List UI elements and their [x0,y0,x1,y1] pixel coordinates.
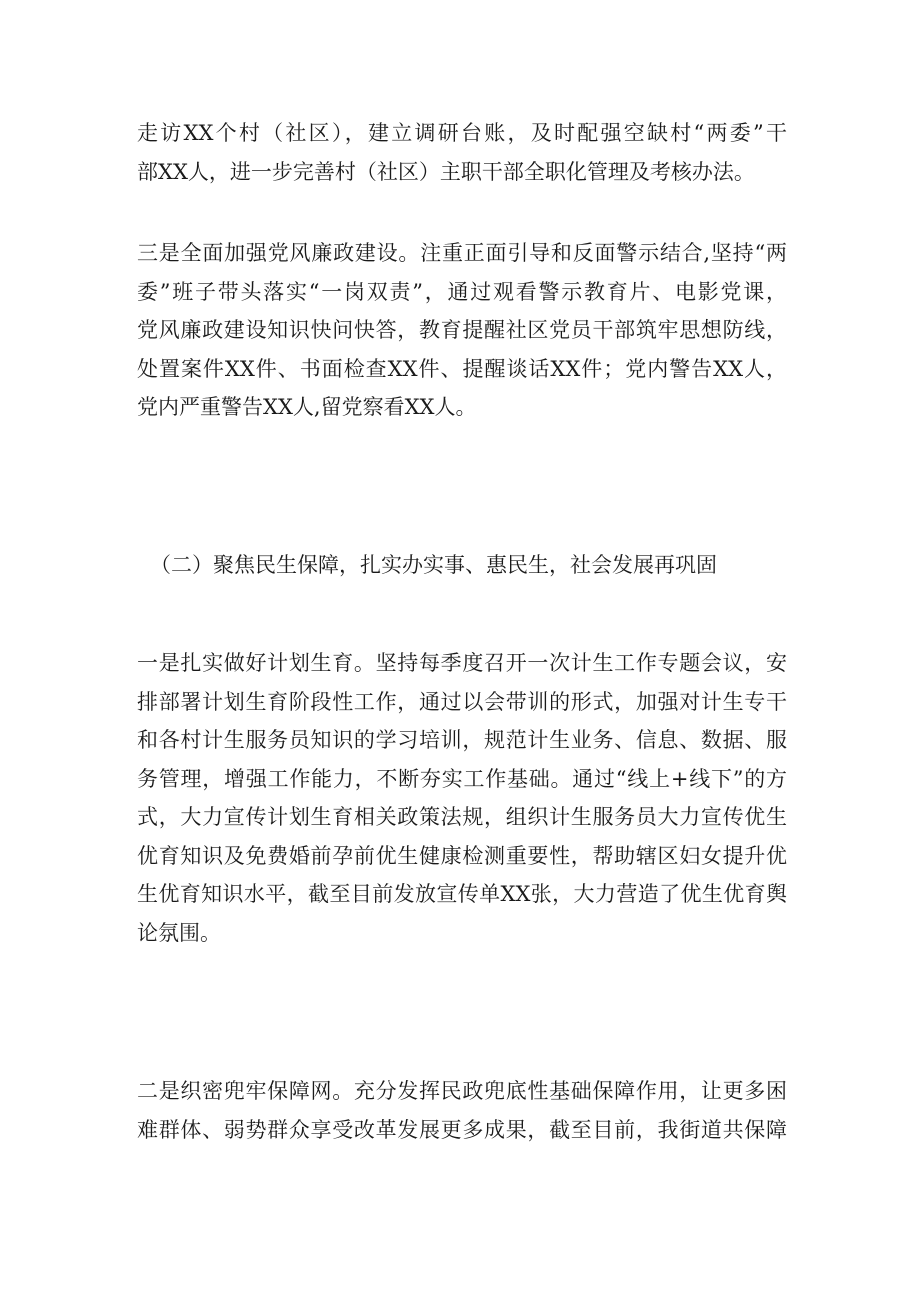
text-line: 党内严重警告XX人,留党察看XX人。 [137,395,477,419]
text-line: 走访XX个村（社区），建立调研台账，及时配强空缺村“两委”干 [137,121,787,145]
text-line: 部XX人，进一步完善村（社区）主职干部全职化管理及考核办法。 [137,159,755,184]
text-line: 党风廉政建设知识快问快答，教育提醒社区党员干部筑牢思想防线， [137,318,787,342]
paragraph-family-planning [137,644,787,952]
paragraph-village-visits [137,114,787,191]
text-line: 式，大力宣传计划生育相关政策法规，组织计生服务员大力宣传优生 [137,805,787,829]
text-line: 难群体、弱势群众享受改革发展更多成果，截至目前，我街道共保障 [137,1117,787,1142]
text-line: 二是织密兜牢保障网。充分发挥民政兜底性基础保障作用，让更多困 [137,1079,787,1103]
text-line: 务管理，增强工作能力，不断夯实工作基础。通过“线上+线下”的方 [137,766,787,791]
text-line: 生优育知识水平，截至目前发放宣传单XX张，大力营造了优生优育舆 [137,882,787,906]
text-line: 一是扎实做好计划生育。坚持每季度召开一次计生工作专题会议，安 [137,651,787,675]
text-line: 优育知识及免费婚前孕前优生健康检测重要性，帮助辖区妇女提升优 [137,843,787,868]
section-heading: （二）聚焦民生保障，扎实办实事、惠民生，社会发展再巩固 [150,553,717,577]
paragraph-social-security [137,1072,787,1149]
text-line: 排部署计划生育阶段性工作，通过以会带训的形式，加强对计生专干 [137,689,787,714]
paragraph-party-integrity [137,234,787,427]
text-line: 委”班子带头落实“一岗双责”，通过观看警示教育片、电影党课， [137,279,787,304]
text-line: 三是全面加强党风廉政建设。注重正面引导和反面警示结合,坚持“两 [137,241,787,265]
text-line: 和各村计生服务员知识的学习培训，规范计生业务、信息、数据、服 [137,728,787,752]
text-line: 处置案件XX件、书面检查XX件、提醒谈话XX件；党内警告XX人， [137,356,787,381]
text-line: 论氛围。 [137,920,221,945]
